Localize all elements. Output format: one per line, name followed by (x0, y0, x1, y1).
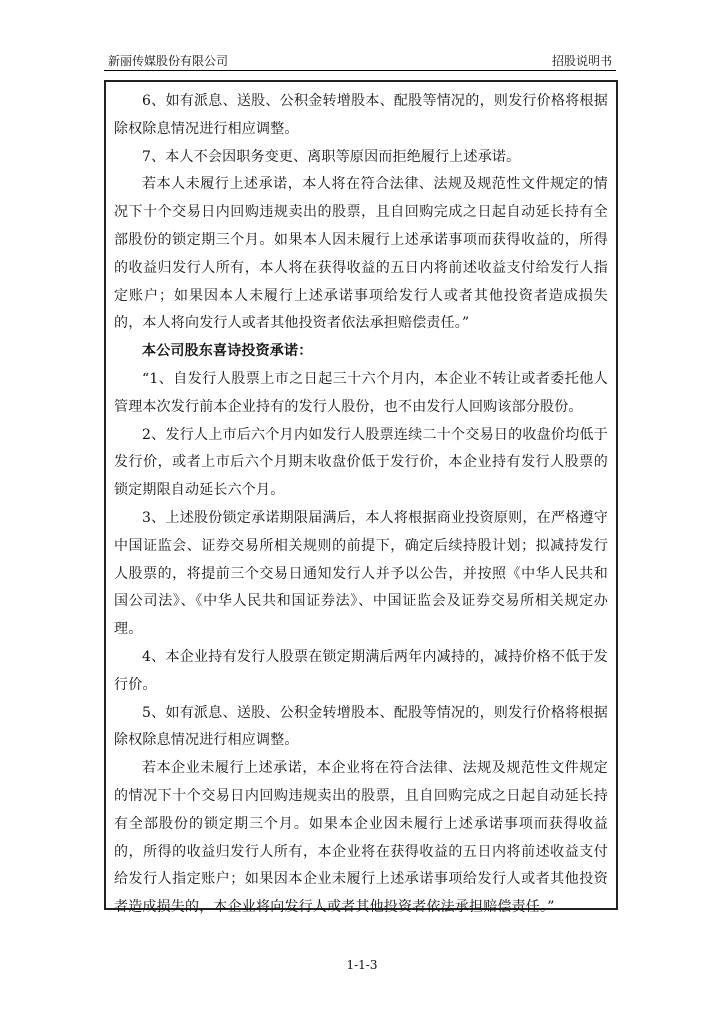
content-box (104, 80, 618, 916)
page-number: 1-1-3 (346, 958, 378, 972)
paragraph-9: 5、如有派息、送股、公积金转增股本、配股等情况的，则发行价格将根据除权除息情况进行相应调整。 (114, 704, 608, 749)
page-header (104, 50, 616, 71)
paragraph-5: “1、自发行人股票上市之日起三十六个月内，本企业不转让或者委托他人管理本次发行前本企业持有的发行人股份，也不由发行人回购该部分股份。 (114, 370, 608, 415)
header-company-name: 新丽传媒股份有限公司 (108, 54, 229, 68)
paragraph-3: 若本人未履行上述承诺，本人将在符合法律、法规及规范性文件规定的情况下十个交易日内回购违规卖出的股票，且自回购完成之日起自动延长持有全部股份的锁定期三个月。如果本人因未履行上述承诺事项而获得收益的，所得的收益归发行人所有，本人将在获得收益的五日内将前述收益支付给发行人指定账户；如果因本人未履行上述承诺事项给发行人或者其他投资者造成损失的，本人将向发行人或者其他投资者依法承担赔偿责任。” (114, 176, 608, 332)
paragraph-6: 2、发行人上市后六个月内如发行人股票连续二十个交易日的收盘价均低于发行价，或者上市后六个月期末收盘价低于发行价，本企业持有发行人股票的锁定期限自动延长六个月。 (114, 426, 608, 499)
paragraph-10: 若本企业未履行上述承诺，本企业将在符合法律、法规及规范性文件规定的情况下十个交易日内回购违规卖出的股票，且自回购完成之日起自动延长持有全部股份的锁定期三个月。如果本企业因未履行上述承诺事项而获得收益的，所得的收益归发行人所有，本企业将在获得收益的五日内将前述收益支付给发行人指定账户；如果因本企业未履行上述承诺事项给发行人或者其他投资者造成损失的，本企业将向发行人或者其他投资者依法承担赔偿责任。” (114, 760, 608, 916)
paragraph-7: 3、上述股份锁定承诺期限届满后，本人将根据商业投资原则，在严格遵守中国证监会、证券交易所相关规则的前提下，确定后续持股计划；拟减持发行人股票的，将提前三个交易日通知发行人并予以公告，并按照《中华人民共和国公司法》、《中华人民共和国证券法》、中国证监会及证券交易所相关规定办理。 (114, 509, 608, 638)
header-document-type: 招股说明书 (551, 54, 612, 68)
paragraph-1: 6、如有派息、送股、公积金转增股本、配股等情况的，则发行价格将根据除权除息情况进行相应调整。 (114, 93, 608, 137)
paragraph-8: 4、本企业持有发行人股票在锁定期满后两年内减持的，减持价格不低于发行价。 (114, 648, 608, 693)
paragraph-2: 7、本人不会因职务变更、离职等原因而拒绝履行上述承诺。 (142, 148, 521, 165)
section-heading: 本公司股东喜诗投资承诺： (142, 343, 313, 360)
